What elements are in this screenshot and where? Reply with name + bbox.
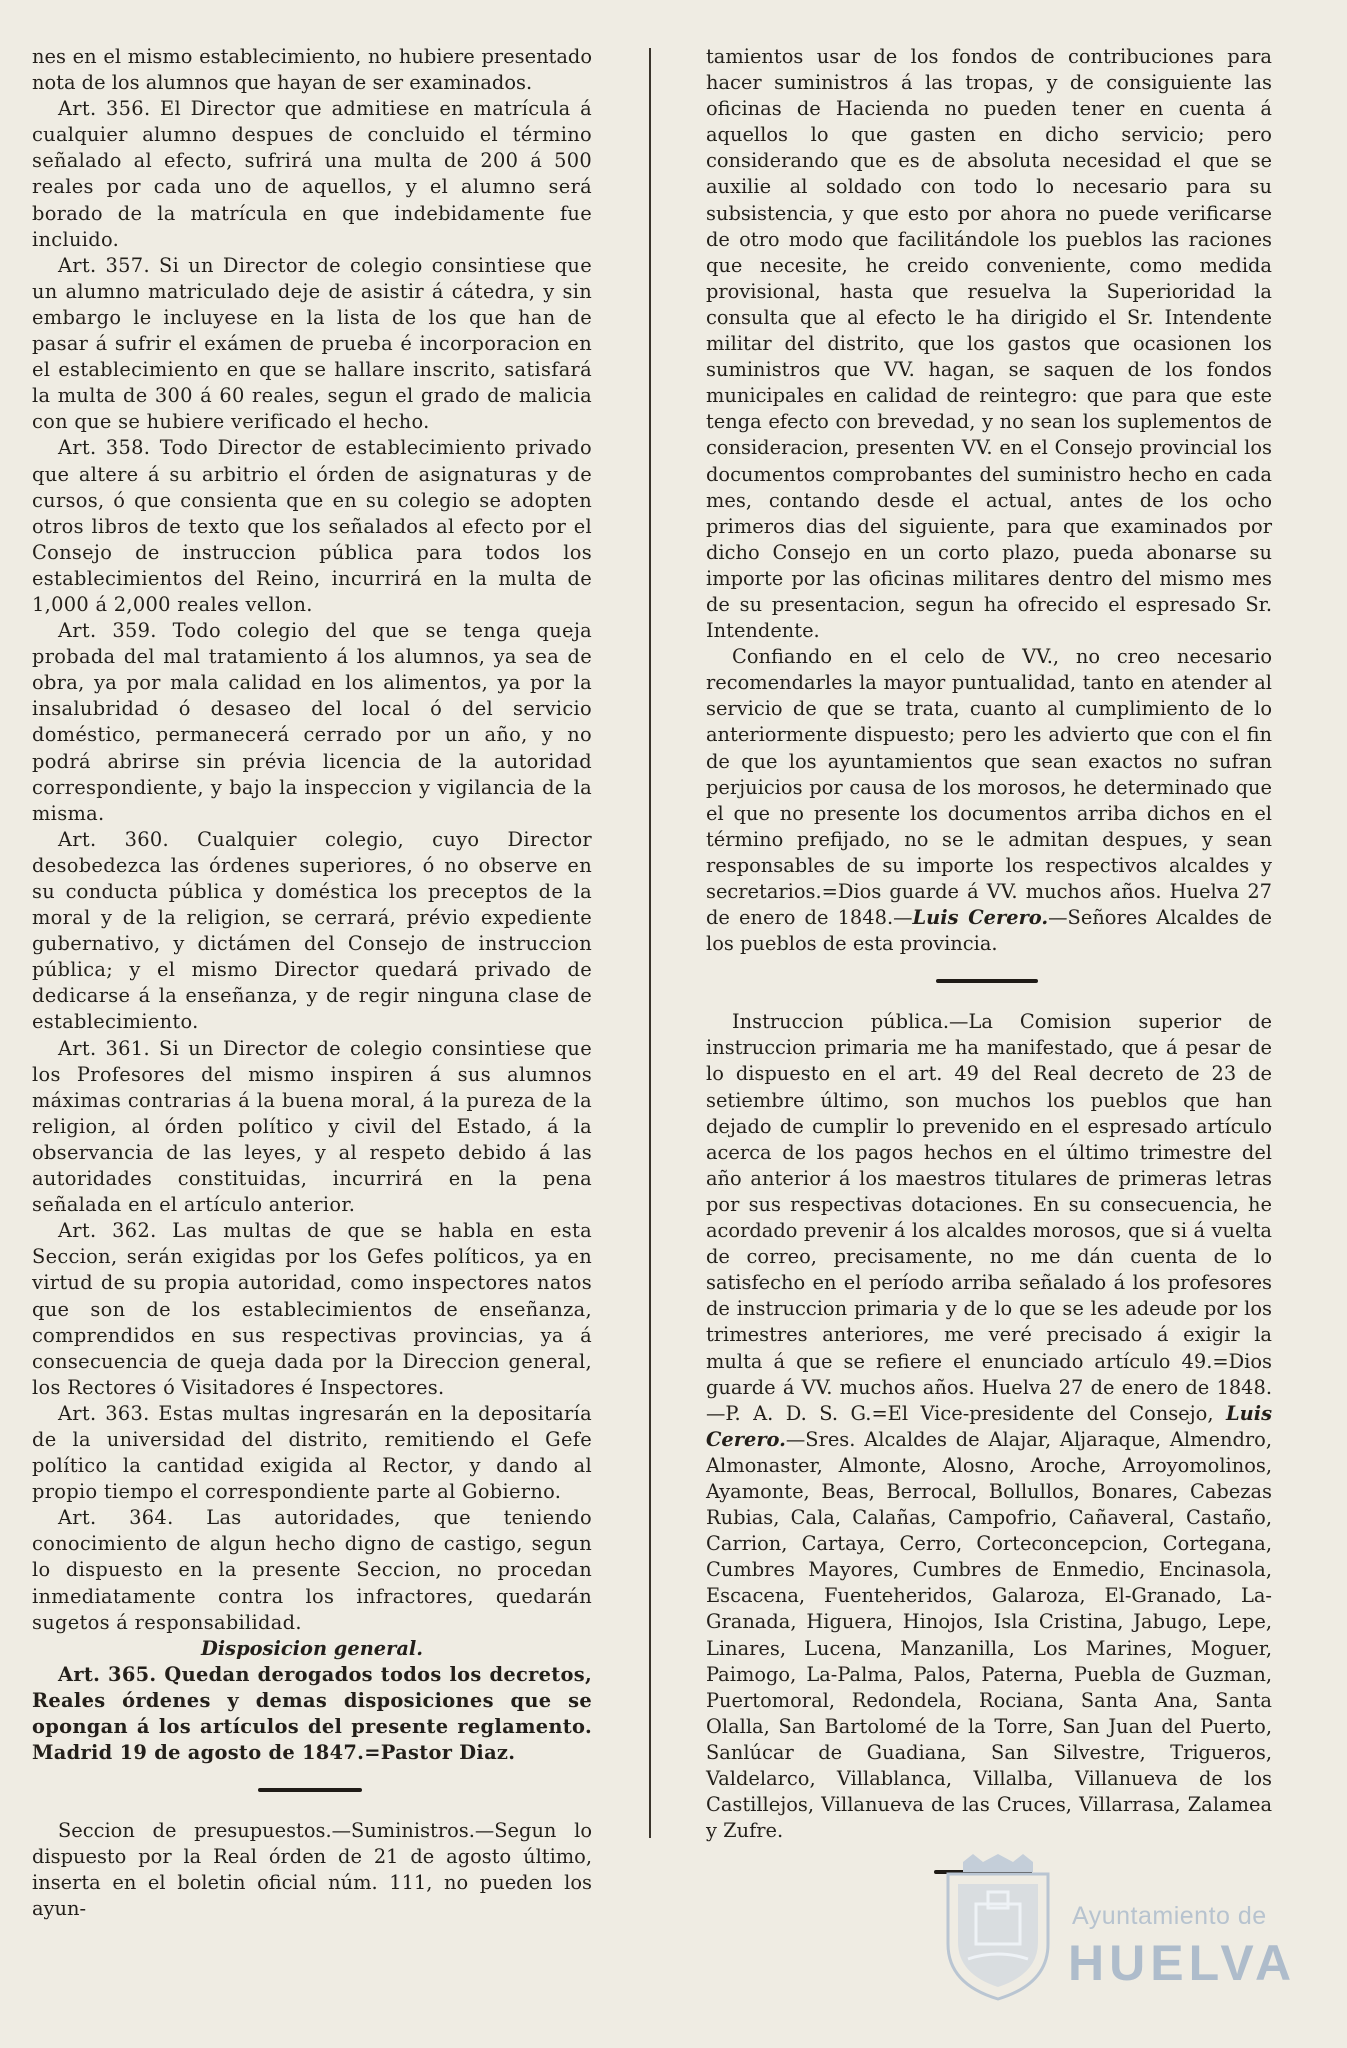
paragraph-continuation: nes en el mismo establecimiento, no hubiere presentado nota de los alumnos que hayan de ser examinados. bbox=[32, 45, 592, 95]
left-column bbox=[32, 44, 592, 1923]
ayuntamiento-watermark bbox=[938, 1854, 1297, 2004]
article-362: Art. 362. Las multas de que se habla en esta Seccion, serán exigidas por los Gefes políticos, ya en virtud de su propia autoridad, como inspectores natos que son de los establecimientos de enseñanza, comprendidos en sus respectivas provincias, ya á consecuencia de queja dada por la Direccion general, los Rectores ó Visitadores é Inspectores. bbox=[32, 1219, 592, 1399]
article-360: Art. 360. Cualquier colegio, cuyo Director desobedezca las órdenes superiores, ó no observe en su conducta pública y doméstica los preceptos de la moral y de la religion, se cerrará, prévio expediente gubernativo, y dictámen del Consejo de instruccion pública; y el mismo Director quedará privado de dedicarse á la enseñanza, y de regir ninguna clase de establecimiento. bbox=[32, 827, 592, 1034]
suministros-continuation: tamientos usar de los fondos de contribuciones para hacer suministros á las tropas, y de consiguiente las oficinas de Hacienda no pueden tener en cuenta á aquellos lo que gasten en dicho servicio; pero considerando que es de absoluta necesidad el que se auxilie al soldado con todo lo necesario para su subsistencia, y que esto por ahora no puede verificarse de otro modo que facilitándole los pueblos las raciones que necesite, he creido conveniente, como medida provisional, hasta que resuelva la Superioridad la consulta que al efecto le ha dirigido el Sr. Intendente militar del distrito, que los gastos que ocasionen los suministros que VV. hagan, se saquen de los fondos municipales en calidad de reintegro: que para que este tenga efecto con brevedad, y no sean los suplementos de consideracion, presenten VV. en el Consejo provincial los documentos comprobantes del suministro hecho en cada mes, contando desde el actual, antes de los ocho primeros dias del siguiente, para que examinados por dicho Consejo en un corto plazo, pueda abonarse su importe por las oficinas militares dentro del mismo mes de su presentacion, segun ha ofrecido el espresado Sr. Intendente. bbox=[706, 45, 1272, 643]
article-357: Art. 357. Si un Director de colegio consintiese que un alumno matriculado deje de asistir á cátedra, y sin embargo le incluyese en la lista de los que han de pasar á sufrir el exámen de prueba é incorporacion en el establecimiento en que se hallare inscrito, satisfará la multa de 300 á 60 reales, segun el grado de malicia con que se hubiere verificado el hecho. bbox=[32, 253, 592, 434]
section-heading: Disposicion general. bbox=[200, 1636, 424, 1660]
article-356: Art. 356. El Director que admitiese en matrícula á cualquier alumno despues de concluido el término señalado al efecto, sufrirá una multa de 200 á 500 reales por cada uno de aquellos, y el alumno será borado de la matrícula en que indebidamente fue incluido. bbox=[32, 97, 592, 251]
suministros-notice: Seccion de presupuestos.—Suministros.—Segun lo dispuesto por la Real órden de 21 de agosto último, inserta en el boletin oficial núm. 111, no pueden los ayun- bbox=[32, 1819, 592, 1921]
article-365: Art. 365. Quedan derogados todos los decretos, Reales órdenes y demas disposiciones que se opongan á los artículos del presente reglamento. Madrid 19 de agosto de 1847.=Pastor Diaz. bbox=[32, 1662, 592, 1765]
suministros-closing bbox=[706, 644, 1272, 957]
article-358: Art. 358. Todo Director de establecimiento privado que altere á su arbitrio el órden de asignaturas y de cursos, ó que consienta que en su colegio se adopten otros libros de texto que los señalados al efecto por el Consejo de instruccion pública para todos los establecimientos del Reino, incurrirá en la multa de 1,000 á 2,000 reales vellon. bbox=[32, 436, 592, 616]
coat-of-arms-icon bbox=[938, 1854, 1058, 2004]
right-column bbox=[706, 44, 1272, 1900]
article-361: Art. 361. Si un Director de colegio consintiese que los Profesores del mismo inspiren á sus alumnos máximas contrarias á la buena moral, á la pureza de la religion, al órden político y civil del Estado, á la observancia de las leyes, y al respeto debido á las autoridades constituidas, incurrirá en la pena señalada en el artículo anterior. bbox=[32, 1036, 592, 1217]
instruccion-text: Instruccion pública.—La Comision superior de instruccion primaria me ha manifestado, que á pesar de lo dispuesto en el art. 49 del Real decreto de 23 de setiembre último, son muchos los pueblos que han dejado de cumplir lo prevenido en el espresado artículo acerca de los pagos hechos en el último trimestre del año anterior á los maestros titulares de primeras letras por sus respectivas dotaciones. En su consecuencia, he acordado prevenir á los alcaldes morosos, que si á vuelta de correo, precisamente, no me dán cuenta de lo satisfecho en el período arriba señalado á los profesores de instruccion primaria y de lo que se les adeude por los trimestres anteriores, me veré precisado á exigir la multa á que se refiere el enunciado artículo 49.=Dios guarde á VV. muchos años. Huelva 27 de enero de 1848.—P. A. D. S. G.=El Vice-presidente del Consejo, bbox=[706, 1010, 1272, 1425]
article-364: Art. 364. Las autoridades, que teniendo conocimiento de algun hecho digno de castigo, segun lo dispuesto en la presente Seccion, no procedan inmediatamente contra los infractores, quedarán sugetos á responsabilidad. bbox=[32, 1506, 592, 1634]
signature: Luis Cerero. bbox=[912, 906, 1049, 930]
section-divider bbox=[258, 1788, 362, 1792]
watermark-line2: HUELVA bbox=[1068, 1935, 1297, 1991]
addressee: —Señores Alcaldes de los pueblos de esta provincia. bbox=[706, 906, 1272, 956]
article-359: Art. 359. Todo colegio del que se tenga queja probada del mal tratamiento á los alumnos, ya sea de obra, ya por mala calidad en los alimentos, ya por la insalubridad ó desaseo del local ó del servicio doméstico, permanecerá cerrado por un año, y no podrá abrirse sin prévia licencia de la autoridad correspondiente, y bajo la inspeccion y vigilancia de la misma. bbox=[32, 619, 592, 825]
watermark-line1: Ayuntamiento de bbox=[1072, 1902, 1267, 1930]
column-rule bbox=[649, 48, 651, 1838]
suministros-closing-text: Confiando en el celo de VV., no creo necesario recomendarles la mayor puntualidad, tanto en atender al servicio de que se trata, cuanto al cumplimiento de lo anteriormente dispuesto; pero les advierto que con el fin de que los ayuntamientos que sean exactos no sufran perjuicios por causa de los morosos, he determinado que el que no presente los documentos arriba dichos en el término prefijado, no se le admitan despues, y sean responsables de su importe los respectivos alcaldes y secretarios.=Dios guarde á VV. muchos años. Huelva 27 de enero de 1848.— bbox=[706, 645, 1272, 930]
instruccion-publica-notice bbox=[706, 1009, 1272, 1844]
alcaldes-list: —Sres. Alcaldes de Alajar, Aljaraque, Almendro, Almonaster, Almonte, Alosno, Aroche, Arroyomolinos, Ayamonte, Beas, Berrocal, Bollullos, Bonares, Cabezas Rubias, Cala, Calañas, Campofrio, Cañaveral, Castaño, Carrion, Cartaya, Cerro, Corteconcepcion, Cortegana, Cumbres Mayores, Cumbres de Enmedio, Encinasola, Escacena, Fuenteheridos, Galaroza, El-Granado, La-Granada, Higuera, Hinojos, Isla Cristina, Jabugo, Lepe, Linares, Lucena, Manzanilla, Los Marines, Moguer, Paimogo, La-Palma, Palos, Paterna, Puebla de Guzman, Puertomoral, Redondela, Rociana, Santa Ana, Santa Olalla, San Bartolomé de la Torre, San Juan del Puerto, Sanlúcar de Guadiana, San Silvestre, Trigueros, Valdelarco, Villablanca, Villalba, Villanueva de los Castillejos, Villanueva de las Cruces, Villarrasa, Zalamea y Zufre. bbox=[706, 1427, 1272, 1843]
article-363: Art. 363. Estas multas ingresarán en la depositaría de la universidad del distrito, remitiendo el Gefe político la cantidad exigida al Rector, y dando al propio tiempo el correspondiente parte al Gobierno. bbox=[32, 1401, 592, 1504]
section-divider bbox=[936, 979, 1038, 983]
signature: Luis Cerero. bbox=[706, 1401, 1272, 1451]
